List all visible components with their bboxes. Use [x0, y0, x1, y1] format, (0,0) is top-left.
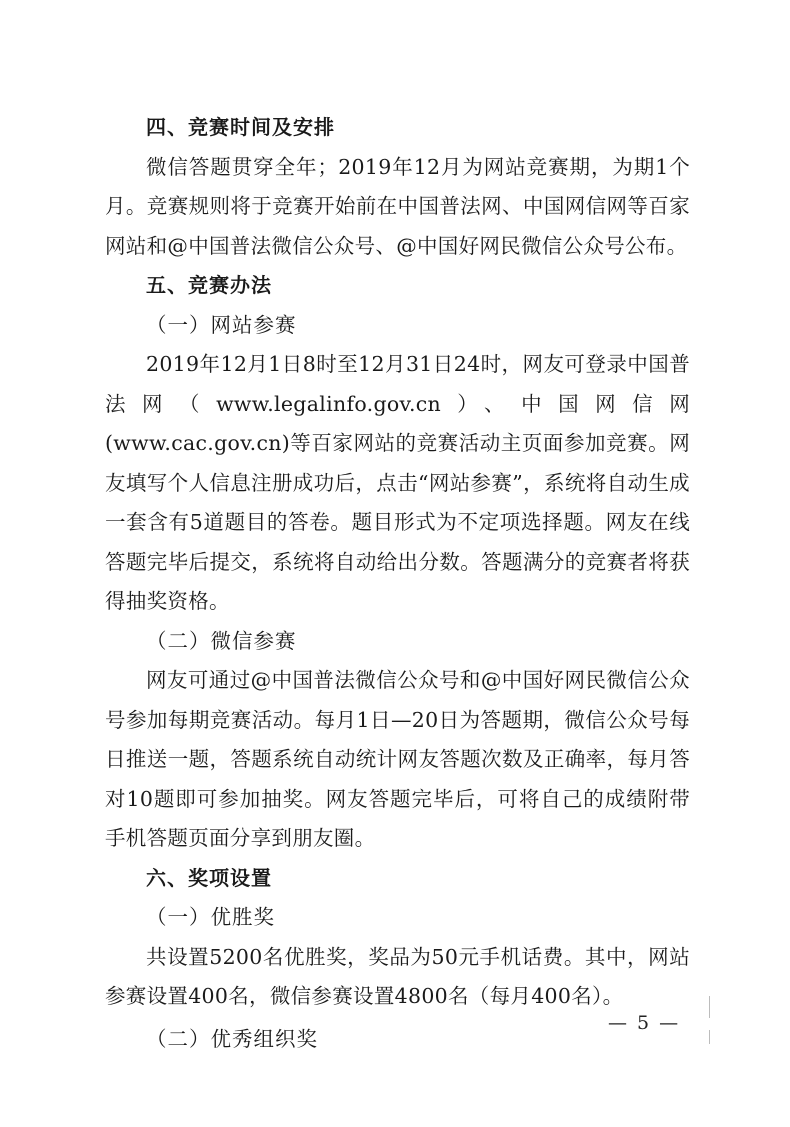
paragraph-wechat-entry: 网友可通过@中国普法微信公众号和@中国好网民微信公众号参加每期竞赛活动。每月1日—20日为答题期，微信公众号每日推送一题，答题系统自动统计网友答题次数及正确率，每月答对10题即可参加抽奖。网友答题完毕后，可将自己的成绩附带手机答题页面分享到朋友圈。	[105, 668, 690, 850]
subheading-organization-award: （二）优秀组织奖	[146, 1026, 318, 1051]
document-body	[105, 108, 690, 1059]
section-heading-methods: 五、竞赛办法	[146, 273, 272, 297]
scan-edge-mark	[709, 1030, 710, 1044]
page-number: — 5 —	[608, 1012, 681, 1034]
subheading-website-entry: （一）网站参赛	[146, 312, 297, 337]
paragraph-winner-award: 共设置5200名优胜奖，奖品为50元手机话费。其中，网站参赛设置400名，微信参赛设置4800名（每月400名）。	[105, 944, 690, 1008]
section-heading-schedule: 四、竞赛时间及安排	[146, 115, 335, 139]
subheading-winner-award: （一）优胜奖	[146, 905, 275, 929]
subheading-wechat-entry: （二）微信参赛	[146, 628, 297, 653]
section-heading-awards: 六、奖项设置	[146, 865, 272, 890]
scan-edge-mark	[709, 996, 710, 1018]
paragraph-website-entry: 2019年12月1日8时至12月31日24时，网友可登录中国普法网（www.legalinfo.gov.cn）、中国网信网(www.cac.gov.cn)等百家网站的竞赛活动主页面参加竞赛。网友填写个人信息注册成功后，点击“网站参赛”，系统将自动生成一套含有5道题目的答卷。题目形式为不定项选择题。网友在线答题完毕后提交，系统将自动给出分数。答题满分的竞赛者将获得抽奖资格。	[105, 352, 690, 613]
paragraph-schedule: 微信答题贯穿全年；2019年12月为网站竞赛期，为期1个月。竞赛规则将于竞赛开始前在中国普法网、中国网信网等百家网站和@中国普法微信公众号、@中国好网民微信公众号公布。	[105, 154, 690, 258]
